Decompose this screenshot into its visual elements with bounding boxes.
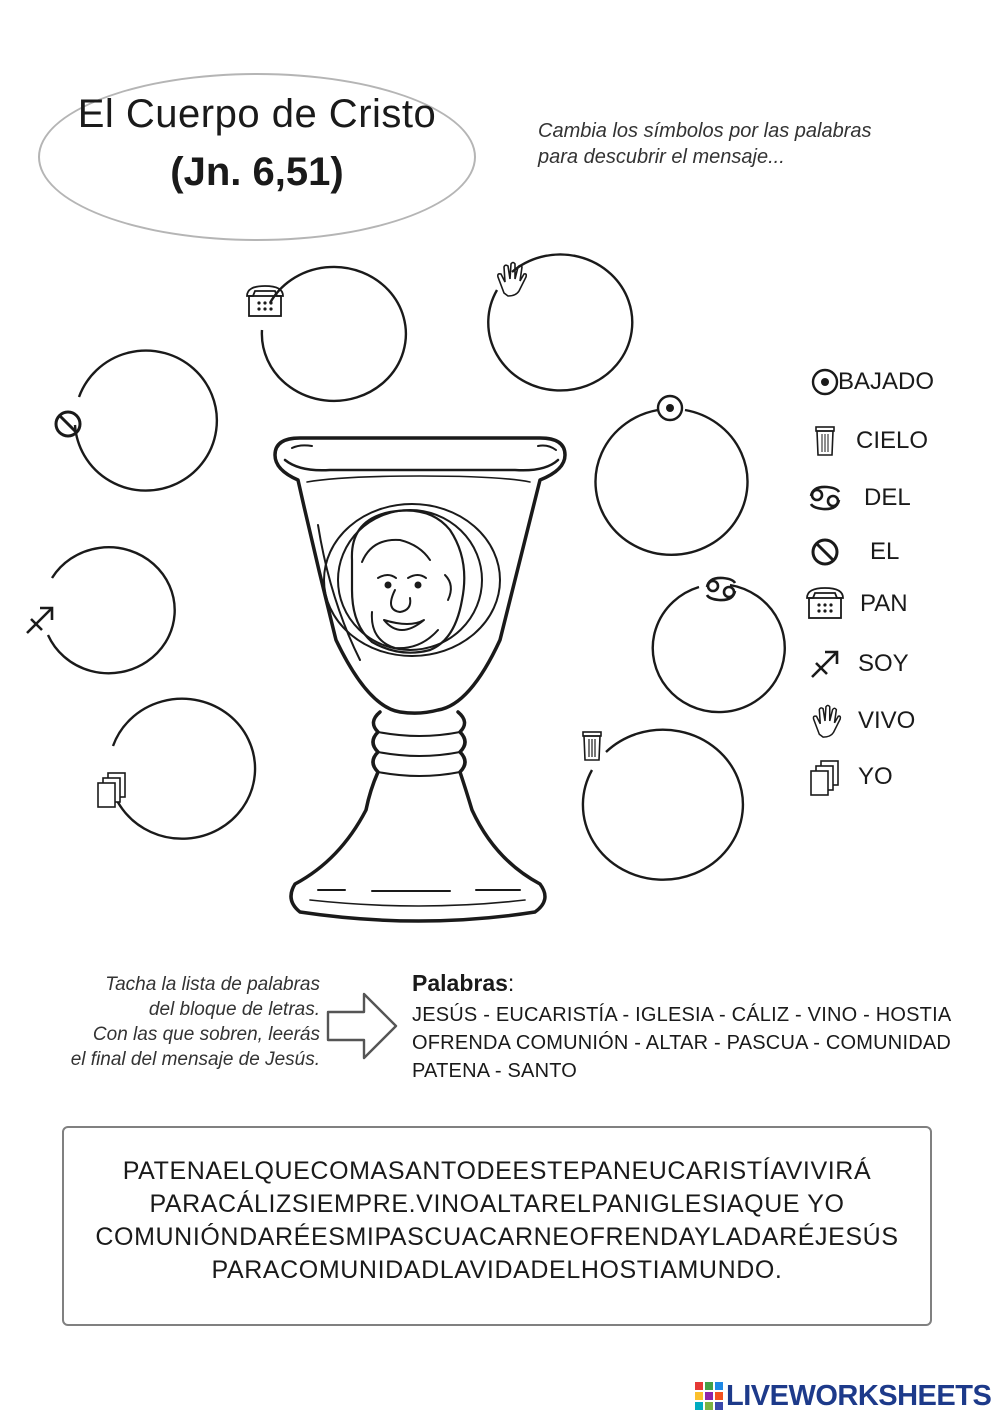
instruction-crossout	[40, 972, 320, 1072]
instruction-line: del bloque de letras.	[148, 999, 320, 1020]
legend-word: PAN	[860, 590, 908, 617]
instruction-line: Tacha la lista de palabras	[105, 974, 320, 995]
face-hair	[352, 510, 464, 652]
answer-circle-1	[262, 267, 406, 401]
answer-circle-4	[596, 410, 748, 555]
letter-block-line: PARACÁLIZSIEMPRE.VINOALTARELPANIGLESIAQUE YO	[149, 1190, 845, 1218]
liveworksheets-logo-icon	[694, 1381, 724, 1411]
trash-can-icon	[583, 732, 601, 760]
letter-block-line: PARACOMUNIDADLAVIDADELHOSTIAMUNDO.	[211, 1256, 783, 1284]
legend-row-vivo	[800, 701, 915, 741]
hand-icon	[800, 703, 850, 739]
word-list-line: OFRENDA COMUNIÓN - ALTAR - PASCUA - COMUNIDAD	[412, 1032, 952, 1054]
pages-icon	[98, 773, 125, 807]
legend-word: EL	[870, 538, 900, 565]
footer-logo	[694, 1379, 991, 1413]
word-list-heading-text: Palabras	[412, 970, 508, 996]
legend-word: SOY	[858, 650, 909, 677]
legend-word: VIVO	[858, 707, 916, 734]
trash-can-icon	[800, 424, 850, 458]
hand-icon	[498, 263, 526, 297]
legend-row-pan	[800, 584, 908, 624]
answer-circle-5	[48, 547, 175, 673]
legend-word: DEL	[864, 484, 911, 511]
word-list-heading	[412, 970, 514, 997]
no-sign-icon	[56, 412, 80, 436]
answer-circle-3	[75, 351, 217, 491]
page-title: El Cuerpo de Cristo	[77, 92, 437, 136]
instruction-line: el final del mensaje de Jesús.	[70, 1049, 320, 1070]
answer-circle-8	[583, 730, 743, 880]
answer-circle-7	[110, 699, 255, 839]
legend-row-el	[800, 532, 899, 572]
letter-block-line: PATENAELQUECOMASANTODEESTEPANEUCARISTÍAVIVIRÁ	[122, 1157, 872, 1185]
brand-name: LIVEWORKSHEETS	[726, 1379, 992, 1412]
word-list-heading-colon: :	[507, 970, 515, 996]
legend-row-soy	[800, 644, 909, 684]
answer-circle-6	[653, 585, 785, 712]
telephone-icon	[800, 587, 850, 621]
instruction-line: Cambia los símbolos por las palabras	[538, 120, 872, 142]
word-list-line: PATENA - SANTO	[412, 1060, 578, 1082]
instruction-line: Con las que sobren, leerás	[92, 1024, 320, 1045]
letter-block-line: COMUNIÓNDARÉESMIPASCUACARNEOFRENDAYLADARÉJESÚS	[95, 1223, 899, 1251]
legend-word: CIELO	[856, 427, 929, 454]
legend-row-del	[800, 478, 911, 518]
no-sign-icon	[800, 536, 850, 568]
legend-row-bajado	[800, 362, 934, 402]
pages-icon	[800, 757, 850, 797]
sagittarius-sign-icon	[27, 608, 52, 633]
legend-row-yo	[800, 757, 893, 797]
arrow-right-icon	[326, 990, 398, 1062]
dot-circle-icon	[658, 396, 682, 420]
word-list-line: JESÚS - EUCARISTÍA - IGLESIA - CÁLIZ - VINO - HOSTIA	[412, 1004, 952, 1026]
sagittarius-sign-icon	[800, 647, 850, 681]
cancer-sign-icon	[800, 482, 850, 514]
legend-word: YO	[858, 763, 893, 790]
legend-row-cielo	[800, 421, 928, 461]
instruction-line: para descubrir el mensaje...	[538, 146, 785, 168]
legend-word: BAJADO	[838, 368, 935, 395]
cancer-sign-icon	[707, 578, 735, 600]
medallion-halo	[324, 504, 500, 656]
page-subtitle-reference: (Jn. 6,51)	[170, 150, 344, 194]
